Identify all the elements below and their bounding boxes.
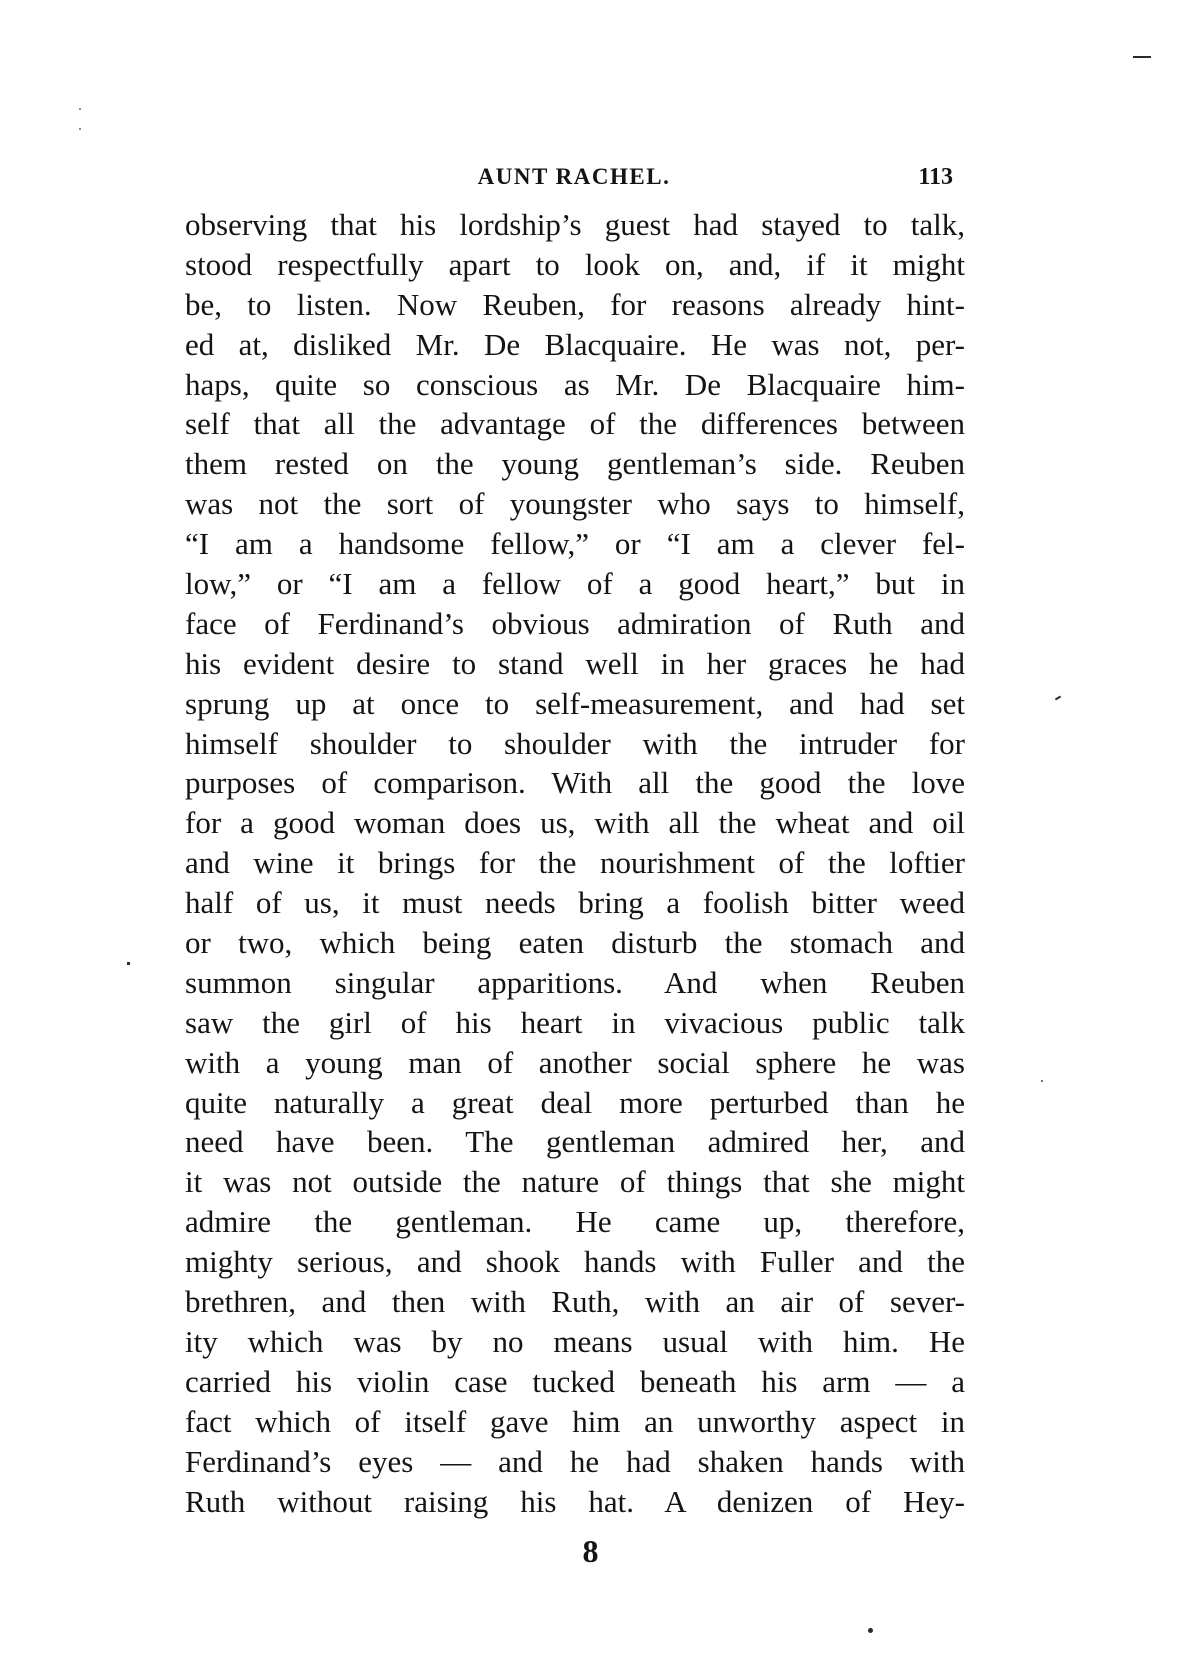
text-line: observing that his lordship’s guest had stayed to talk,	[185, 207, 965, 242]
running-head: AUNT RACHEL.	[477, 164, 671, 189]
text-line: himself shoulder to shoulder with the intruder for	[185, 725, 965, 761]
text-line: purposes of comparison. With all the good the love	[185, 765, 965, 801]
page-header	[195, 164, 953, 200]
scan-speck	[868, 1628, 873, 1633]
text-line: need have been. The gentleman admired her, and	[185, 1124, 965, 1160]
text-line: sprung up at once to self-measurement, and had set	[185, 685, 965, 721]
text-line: stood respectfully apart to look on, and, if it might	[185, 246, 965, 282]
text-line: haps, quite so conscious as Mr. De Blacquaire him-	[185, 366, 965, 402]
body-text	[185, 205, 965, 1521]
text-line: Ruth without raising his hat. A denizen of Hey-	[185, 1483, 965, 1519]
text-line: quite naturally a great deal more perturbed than he	[185, 1084, 965, 1120]
text-line: face of Ferdinand’s obvious admiration of Ruth and	[185, 605, 965, 641]
signature-mark: 8	[582, 1533, 599, 1569]
text-line: ed at, disliked Mr. De Blacquaire. He was not, per-	[185, 326, 965, 362]
text-line: summon singular apparitions. And when Reuben	[185, 964, 965, 1000]
text-line: his evident desire to stand well in her graces he had	[185, 645, 965, 681]
scan-speck	[79, 128, 81, 130]
text-line: or two, which being eaten disturb the stomach and	[185, 925, 965, 961]
text-line: be, to listen. Now Reuben, for reasons already hint-	[185, 286, 965, 322]
text-line: for a good woman does us, with all the wheat and oil	[185, 805, 965, 841]
text-line: was not the sort of youngster who says to himself,	[185, 486, 965, 522]
scan-speck	[1133, 56, 1151, 58]
text-line: admire the gentleman. He came up, therefore,	[185, 1204, 965, 1240]
text-line: fact which of itself gave him an unworthy aspect in	[185, 1403, 965, 1439]
text-line: them rested on the young gentleman’s side. Reuben	[185, 446, 965, 482]
text-line: with a young man of another social sphere he was	[185, 1044, 965, 1080]
scan-speck	[1055, 696, 1061, 701]
text-line: it was not outside the nature of things that she might	[185, 1164, 965, 1200]
text-line: and wine it brings for the nourishment of the loftier	[185, 845, 965, 881]
text-line: ity which was by no means usual with him. He	[185, 1323, 965, 1359]
text-line: carried his violin case tucked beneath his arm — a	[185, 1363, 965, 1399]
scan-speck	[127, 962, 130, 965]
scan-speck	[1041, 1080, 1043, 1082]
text-line: brethren, and then with Ruth, with an air of sever-	[185, 1284, 965, 1320]
text-line: saw the girl of his heart in vivacious public talk	[185, 1004, 965, 1040]
text-line: “I am a handsome fellow,” or “I am a clever fel-	[185, 526, 965, 562]
text-line: self that all the advantage of the differences between	[185, 406, 965, 442]
text-line: half of us, it must needs bring a foolish bitter weed	[185, 885, 965, 921]
text-line: mighty serious, and shook hands with Fuller and the	[185, 1244, 965, 1280]
text-line: Ferdinand’s eyes — and he had shaken hands with	[185, 1443, 965, 1479]
page-number: 113	[918, 164, 953, 190]
scan-speck	[79, 108, 81, 110]
text-line: low,” or “I am a fellow of a good heart,” but in	[185, 566, 965, 602]
